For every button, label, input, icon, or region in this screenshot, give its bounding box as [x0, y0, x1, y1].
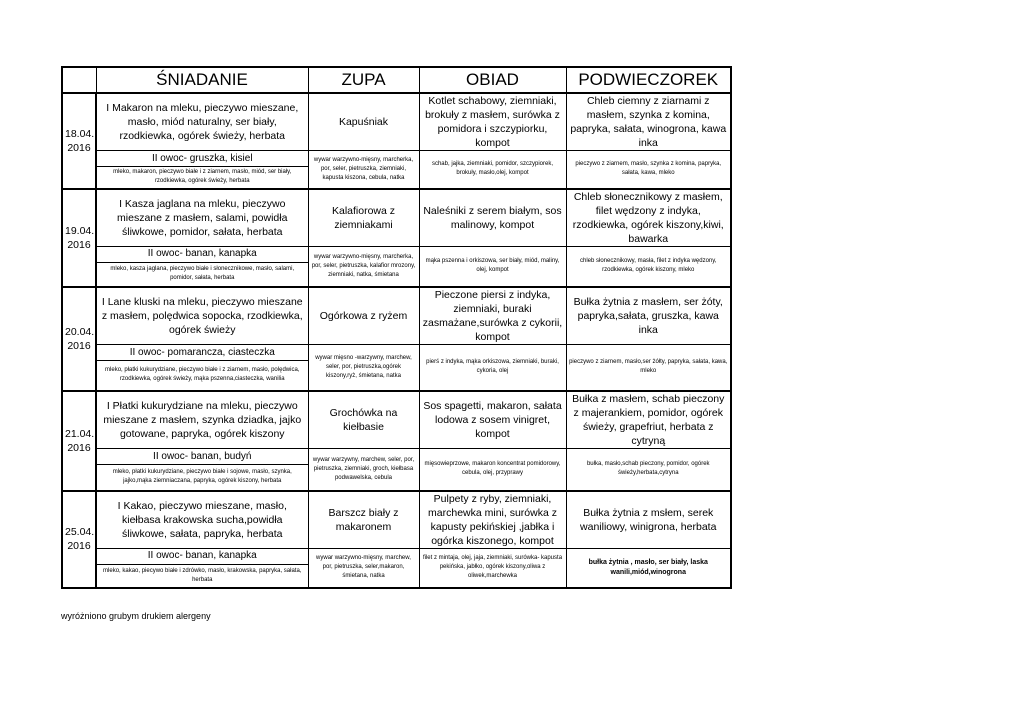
day-year: 2016: [67, 441, 91, 454]
snack-allergens: bułka żytnia , masło, ser biały, laska wanili,miód,winogrona: [566, 548, 731, 588]
soup-cell: Grochówka na kiełbasie: [308, 391, 419, 449]
breakfast-cell: I Kasza jaglana na mleku, pieczywo mieszane z masłem, salami, powidła śliwkowe, pomidor, sałata, herbata: [96, 189, 308, 247]
day-date-cell: [62, 287, 96, 391]
fruit-row: [62, 449, 731, 465]
fruit-cell: II owoc- pomarancza, ciasteczka: [96, 345, 308, 361]
day-year: 2016: [67, 540, 91, 553]
breakfast-cell: I Płatki kukurydziane na mleku, pieczywo mieszane z masłem, szynka dziadka, jajko gotowane, papryka, ogórek kiszony: [96, 391, 308, 449]
header-soup: ZUPA: [308, 67, 419, 93]
day-row: [62, 287, 731, 345]
dinner-cell: Pieczone piersi z indyka, ziemniaki, buraki zasmażane,surówka z cykorii, kompot: [419, 287, 566, 345]
day-date: 25.04.: [65, 526, 95, 539]
day-date-cell: [62, 391, 96, 491]
snack-allergens: bułka, masło,schab pieczony, pomidor, ogórek świeży,herbata,cytryna: [566, 449, 731, 491]
day-year: 2016: [67, 238, 91, 251]
breakfast-allergens: mleko, płatki kukurydziane, pieczywo białe i z ziarnem, masło, polędwica, rzodkiewka, ogórek świeży, mąka pszenna,ciasteczka, wanilia: [96, 361, 308, 391]
breakfast-allergens: mleko, kakao, piecywo białe i zdrówko, masło, krakowska, papryka, sałata, herbata: [96, 564, 308, 588]
breakfast-allergens: mleko, makaron, pieczywo białe i z ziarnem, masło, miód, ser biały, rzodkiewka, ogórek świeży, herbata: [96, 167, 308, 189]
snack-cell: Bułka żytnia z msłem, serek waniliowy, winigrona, herbata: [566, 491, 731, 549]
header-dinner: OBIAD: [419, 67, 566, 93]
day-row: [62, 93, 731, 151]
snack-cell: Bułka żytnia z masłem, ser żóty, papryka,sałata, gruszka, kawa inka: [566, 287, 731, 345]
day-date: 19.04.: [65, 224, 95, 237]
day-date-cell: [62, 93, 96, 189]
header-row: [62, 67, 731, 93]
fruit-row: [62, 151, 731, 167]
soup-allergens: wywar warzywno-mięsny, marcherka, por, seler, pietruszka, kalafior mrozony, ziemniaki, natka, śmietana: [308, 246, 419, 287]
menu-table: [61, 66, 732, 589]
dinner-allergens: filet z mintaja, olej, jaja, ziemniaki, surówka- kapusta pekińska, jabłko, ogórek kiszony,oliwa z oliwek,marchewka: [419, 548, 566, 588]
dinner-allergens: pierś z indyka, mąka orkiszowa, ziemniaki, buraki, cykoria, olej: [419, 345, 566, 391]
day-row: [62, 189, 731, 247]
breakfast-cell: I Lane kluski na mleku, pieczywo mieszane z masłem, polędwica sopocka, rzodkiewka, ogórek świeży: [96, 287, 308, 345]
day-year: 2016: [67, 339, 91, 352]
soup-allergens: wywar warzywno-mięsny, marchew, por, pietruszka, seler,makaron, śmietana, natka: [308, 548, 419, 588]
soup-allergens: wywar warzywno-mięsny, marcherka, por, seler, pietruszka, ziemniaki, kapusta kiszona, cebula, natka: [308, 151, 419, 189]
day-date: 20.04.: [65, 325, 95, 338]
soup-allergens: wywar mięsno -warzywny, marchew, seler, por, pietruszka,ogórek kiszony,ryż, śmietana, natka: [308, 345, 419, 391]
soup-cell: Kalafiorowa z ziemniakami: [308, 189, 419, 247]
dinner-cell: Sos spagetti, makaron, sałata lodowa z sosem vinigret, kompot: [419, 391, 566, 449]
snack-allergens: chleb słonecznikowy, masła, filet z indyka wędzony, rzodkiewka, ogórek kiszony, mleko: [566, 246, 731, 287]
header-breakfast: ŚNIADANIE: [96, 67, 308, 93]
day-row: [62, 491, 731, 549]
soup-cell: Barszcz biały z makaronem: [308, 491, 419, 549]
fruit-cell: II owoc- banan, budyń: [96, 449, 308, 465]
header-date: [62, 67, 96, 93]
day-date: 21.04.: [65, 427, 95, 440]
breakfast-allergens: mleko, płatki kukurydziane, pieczywo białe i sojowe, masło, szynka, jajko,mąka ziemniaczana, papryka, ogórek kiszony, herbata: [96, 465, 308, 491]
allergen-footnote: wyróżniono grubym drukiem alergeny: [61, 611, 211, 621]
snack-cell: Bułka z masłem, schab pieczony z majerankiem, pomidor, ogórek świeży, grapefriut, herbata z cytryną: [566, 391, 731, 449]
dinner-allergens: mięsowieprzowe, makaron koncentrat pomidorowy, cebula, olej, przyprawy: [419, 449, 566, 491]
snack-cell: Chleb ciemny z ziarnami z masłem, szynka z komina, papryka, sałata, winogrona, kawa inka: [566, 93, 731, 151]
breakfast-allergens: mleko, kasza jaglana, pieczywo białe i słonecznikowe, masło, salami, pomidor, sałata, herbata: [96, 262, 308, 287]
snack-cell: Chleb słonecznikowy z masłem, filet wędzony z indyka, rzodkiewka, ogórek kiszony,kiwi, bawarka: [566, 189, 731, 247]
dinner-cell: Kotlet schabowy, ziemniaki, brokuły z masłem, surówka z pomidora i szczypiorku, kompot: [419, 93, 566, 151]
snack-allergens: pieczywo z ziarnem, masło, szynka z komina, papryka, sałata, kawa, mleko: [566, 151, 731, 189]
snack-allergens: pieczywo z ziarnem, masło,ser żółty, papryka, sałata, kawa, mleko: [566, 345, 731, 391]
dinner-cell: Pulpety z ryby, ziemniaki, marchewka mini, surówka z kapusty pekińskiej ,jabłka i ogórka kiszonego, kompot: [419, 491, 566, 549]
fruit-row: [62, 345, 731, 361]
fruit-row: [62, 548, 731, 564]
fruit-cell: II owoc- banan, kanapka: [96, 548, 308, 564]
soup-cell: Ogórkowa z ryżem: [308, 287, 419, 345]
fruit-cell: II owoc- banan, kanapka: [96, 246, 308, 262]
soup-allergens: wywar warzywny, marchew, seler, por, pietruszka, ziemniaki, groch, kiełbasa podwawelska, cebula: [308, 449, 419, 491]
day-row: [62, 391, 731, 449]
header-snack: PODWIECZOREK: [566, 67, 731, 93]
dinner-cell: Naleśniki z serem białym, sos malinowy, kompot: [419, 189, 566, 247]
fruit-cell: II owoc- gruszka, kisiel: [96, 151, 308, 167]
dinner-allergens: mąka pszenna i orkiszowa, ser biały, miód, maliny, olej, kompot: [419, 246, 566, 287]
day-date-cell: [62, 189, 96, 288]
day-year: 2016: [67, 141, 91, 154]
breakfast-cell: I Makaron na mleku, pieczywo mieszane, masło, miód naturalny, ser biały, rzodkiewka, ogórek świeży, herbata: [96, 93, 308, 151]
soup-cell: Kapuśniak: [308, 93, 419, 151]
day-date: 18.04.: [65, 127, 95, 140]
breakfast-cell: I Kakao, pieczywo mieszane, masło, kiełbasa krakowska sucha,powidła śliwkowe, sałata, papryka, herbata: [96, 491, 308, 549]
fruit-row: [62, 246, 731, 262]
day-date-cell: [62, 491, 96, 589]
dinner-allergens: schab, jajka, ziemniaki, pomidor, szczypiorek, brokuły, masło,olej, kompot: [419, 151, 566, 189]
